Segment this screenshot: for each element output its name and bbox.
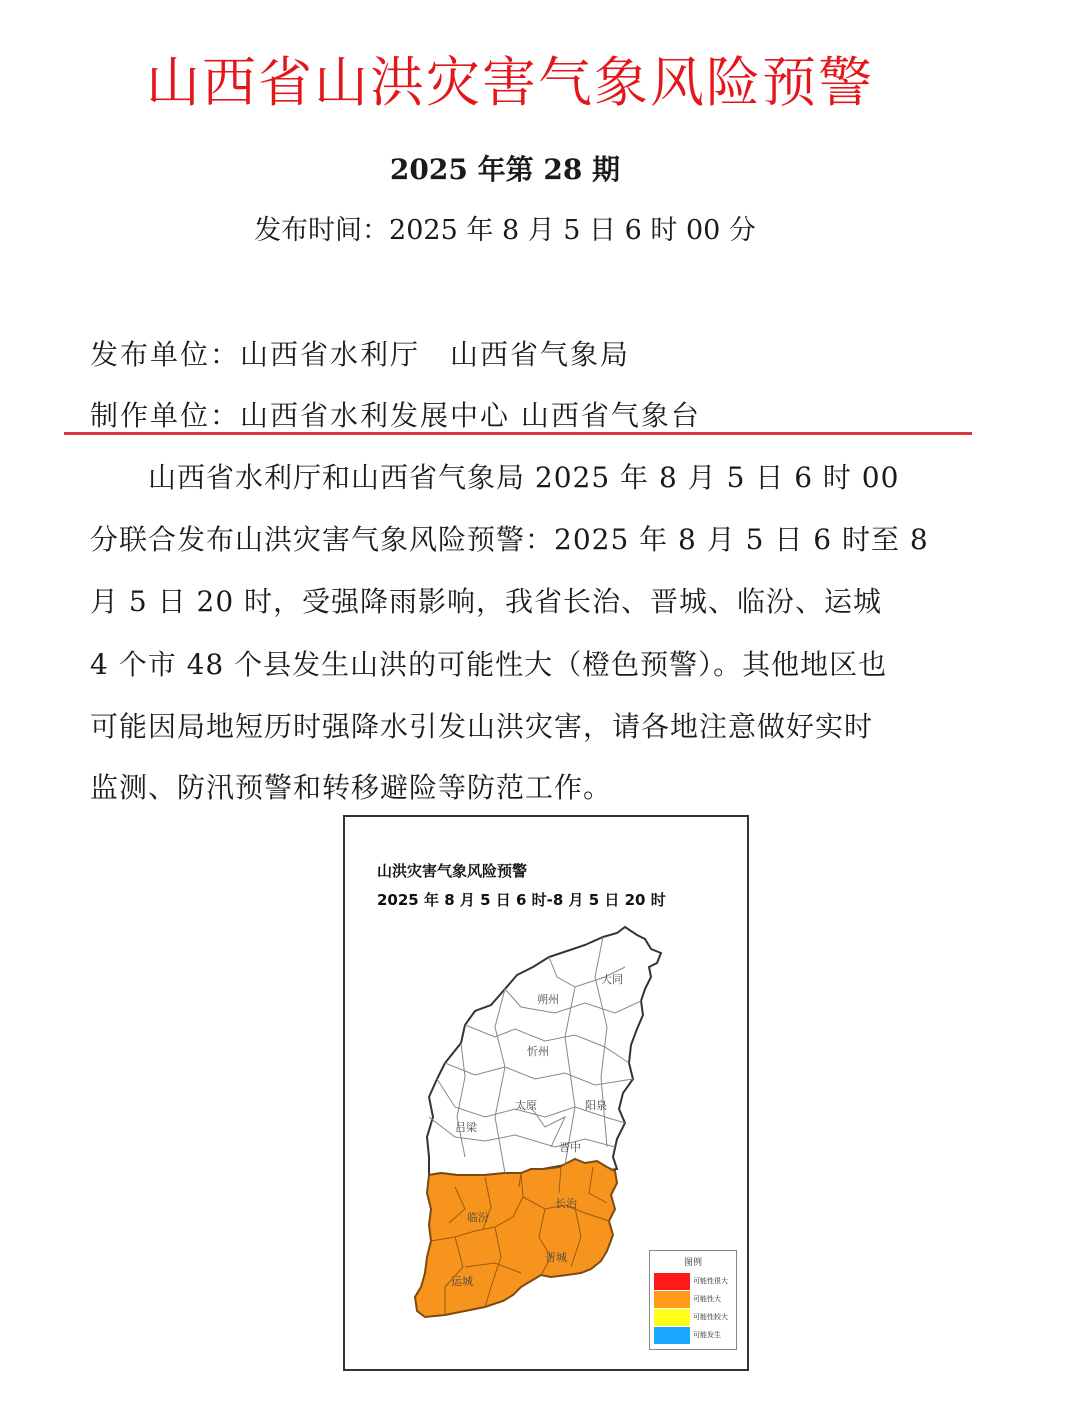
legend-swatch-orange — [654, 1291, 690, 1308]
map-title: 山洪灾害气象风险预警 — [377, 862, 528, 880]
body-line: 山西省水利厅和山西省气象局 2025 年 8 月 5 日 6 时 00 — [90, 461, 900, 494]
producing-units: 制作单位：山西省水利发展中心 山西省气象台 — [90, 399, 701, 432]
city-label-linfen: 临汾 — [467, 1211, 489, 1224]
map-legend — [649, 1250, 737, 1350]
legend-label: 可能性较大 — [693, 1313, 728, 1321]
body-line: 4 个市 48 个县发生山洪的可能性大（橙色预警）。其他地区也 — [90, 648, 888, 681]
body-line: 月 5 日 20 时，受强降雨影响，我省长治、晋城、临汾、运城 — [90, 585, 883, 618]
legend-label: 可能性很大 — [693, 1277, 728, 1285]
city-label-yuncheng: 运城 — [451, 1275, 473, 1288]
legend-item — [654, 1327, 734, 1344]
map-period: 2025 年 8 月 5 日 6 时-8 月 5 日 20 时 — [377, 891, 666, 909]
city-label-lvliang: 吕梁 — [455, 1121, 477, 1134]
legend-swatch-red — [654, 1273, 690, 1290]
issuing-units: 发布单位：山西省水利厅 山西省气象局 — [90, 338, 631, 371]
legend-label: 可能性大 — [693, 1295, 721, 1303]
body-line: 监测、防汛预警和转移避险等防范工作。 — [90, 771, 613, 804]
legend-title: 图例 — [683, 1258, 702, 1268]
city-label-datong: 大同 — [601, 973, 623, 986]
legend-swatch-blue — [654, 1327, 690, 1344]
legend-item — [654, 1309, 734, 1326]
city-label-yangquan: 阳泉 — [585, 1099, 607, 1112]
legend-item — [654, 1291, 734, 1308]
body-line: 可能因局地短历时强降水引发山洪灾害，请各地注意做好实时 — [90, 710, 874, 743]
body-line: 分联合发布山洪灾害气象风险预警：2025 年 8 月 5 日 6 时至 8 — [90, 523, 929, 556]
red-divider — [64, 432, 972, 435]
legend-swatch-yellow — [654, 1309, 690, 1326]
document-title: 山西省山洪灾害气象风险预警 — [146, 51, 874, 114]
issue-number: 2025 年第 28 期 — [389, 153, 621, 186]
city-label-taiyuan: 太原 — [515, 1099, 537, 1112]
city-label-jinzhong: 晋中 — [559, 1141, 581, 1154]
city-label-shuozhou: 朔州 — [537, 993, 559, 1006]
legend-item — [654, 1273, 734, 1290]
release-time: 发布时间：2025 年 8 月 5 日 6 时 00 分 — [254, 215, 756, 246]
warning-map-figure — [343, 815, 749, 1371]
city-label-jincheng: 晋城 — [545, 1251, 567, 1264]
city-label-changzhi: 长治 — [555, 1197, 577, 1210]
city-label-xinzhou: 忻州 — [527, 1045, 549, 1058]
legend-label: 可能发生 — [693, 1331, 721, 1339]
